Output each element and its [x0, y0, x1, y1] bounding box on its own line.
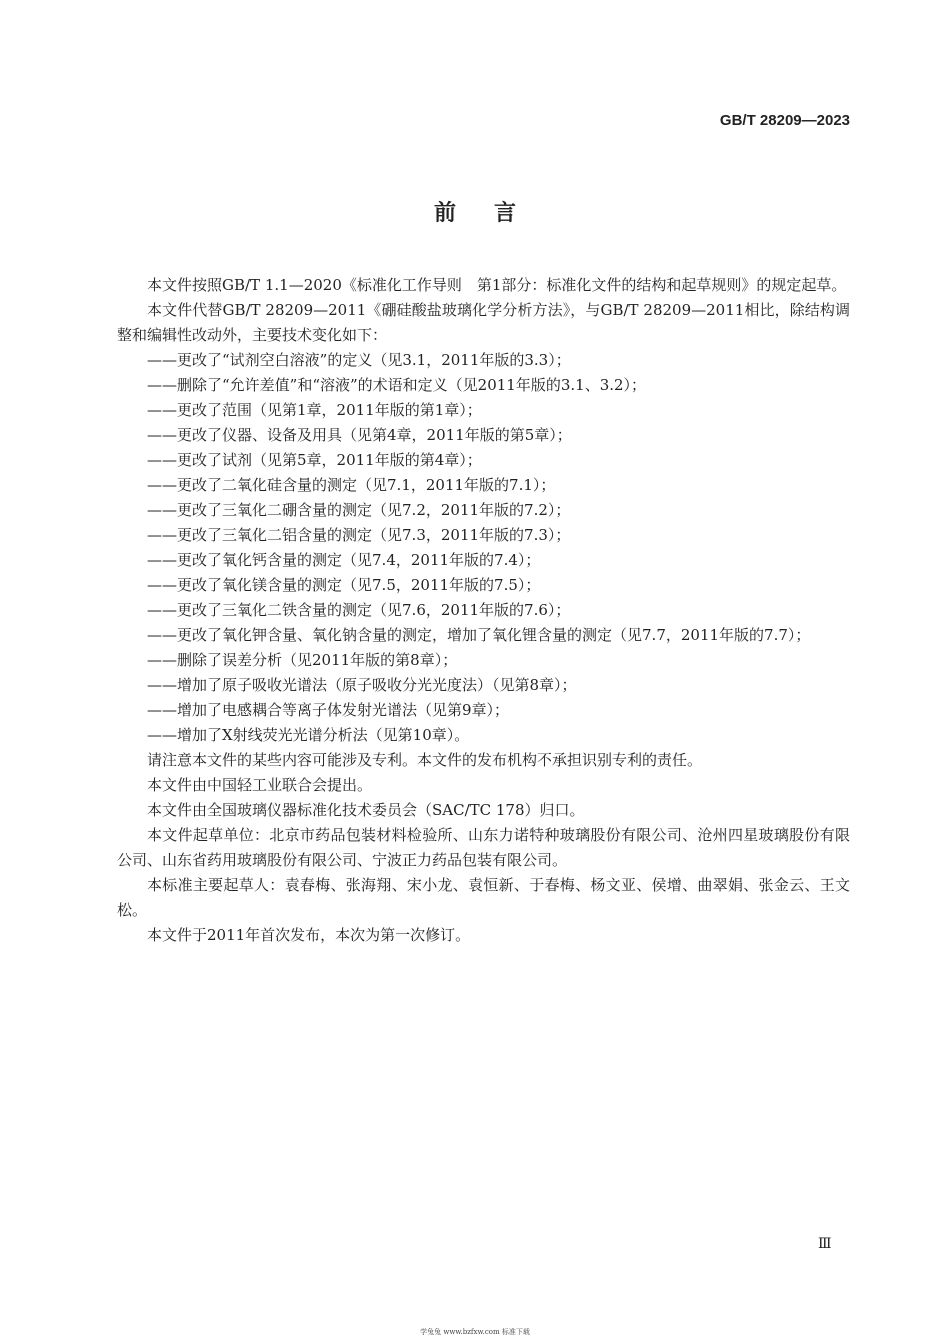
paragraph: 本文件起草单位：北京市药品包装材料检验所、山东力诺特种玻璃股份有限公司、沧州四星玻璃股份有限公司、山东省药用玻璃股份有限公司、宁波正力药品包装有限公司。	[117, 826, 850, 869]
change-item: ——删除了“允许差值”和“溶液”的术语和定义（见2011年版的3.1、3.2）；	[147, 376, 647, 394]
change-item: ——更改了二氧化硅含量的测定（见7.1，2011年版的7.1）；	[147, 476, 556, 494]
change-item: ——增加了电感耦合等离子体发射光谱法（见第9章）；	[147, 701, 510, 719]
standard-number: GB/T 28209—2023	[719, 112, 850, 129]
foreword-body	[117, 273, 850, 948]
change-item: ——删除了误差分析（见2011年版的第8章）；	[147, 651, 458, 669]
paragraph: 本标准主要起草人：袁春梅、张海翔、宋小龙、袁恒新、于春梅、杨文亚、侯增、曲翠娟、张金云、王文松。	[117, 876, 850, 919]
change-item: ——更改了试剂（见第5章，2011年版的第4章）；	[147, 451, 482, 469]
paragraph: 本文件于2011年首次发布，本次为第一次修订。	[147, 926, 471, 944]
page-title: 前言	[433, 200, 554, 226]
change-item: ——增加了X射线荧光光谱分析法（见第10章）。	[147, 726, 470, 744]
paragraph: 本文件由全国玻璃仪器标准化技术委员会（SAC/TC 178）归口。	[147, 801, 585, 819]
paragraph: 请注意本文件的某些内容可能涉及专利。本文件的发布机构不承担识别专利的责任。	[147, 751, 703, 769]
paragraph: 本文件按照GB/T 1.1—2020《标准化工作导则 第1部分：标准化文件的结构和起草规则》的规定起草。	[147, 276, 847, 294]
change-item: ——更改了三氧化二铝含量的测定（见7.3，2011年版的7.3）；	[147, 526, 571, 544]
change-item: ——更改了氧化钙含量的测定（见7.4，2011年版的7.4）；	[147, 551, 541, 569]
change-item: ——更改了“试剂空白溶液”的定义（见3.1，2011年版的3.3）；	[147, 351, 571, 369]
change-item: ——更改了三氧化二铁含量的测定（见7.6，2011年版的7.6）；	[147, 601, 571, 619]
change-item: ——更改了三氧化二硼含量的测定（见7.2，2011年版的7.2）；	[147, 501, 571, 519]
paragraph: 本文件代替GB/T 28209—2011《硼硅酸盐玻璃化学分析方法》，与GB/T 28209—2011相比，除结构调整和编辑性改动外，主要技术变化如下：	[117, 301, 850, 344]
change-item: ——更改了仪器、设备及用具（见第4章，2011年版的第5章）；	[147, 426, 572, 444]
change-item: ——更改了氧化镁含量的测定（见7.5，2011年版的7.5）；	[147, 576, 541, 594]
watermark: 学兔兔 www.bzfxw.com 标准下载	[420, 1328, 530, 1336]
paragraph: 本文件由中国轻工业联合会提出。	[147, 776, 373, 794]
change-item: ——增加了原子吸收光谱法（原子吸收分光光度法）（见第8章）；	[147, 676, 577, 694]
change-item: ——更改了氧化钾含量、氧化钠含量的测定，增加了氧化锂含量的测定（见7.7，2011年版的7.7）；	[147, 626, 811, 644]
page-number: Ⅲ	[818, 1236, 832, 1252]
change-item: ——更改了范围（见第1章，2011年版的第1章）；	[147, 401, 482, 419]
